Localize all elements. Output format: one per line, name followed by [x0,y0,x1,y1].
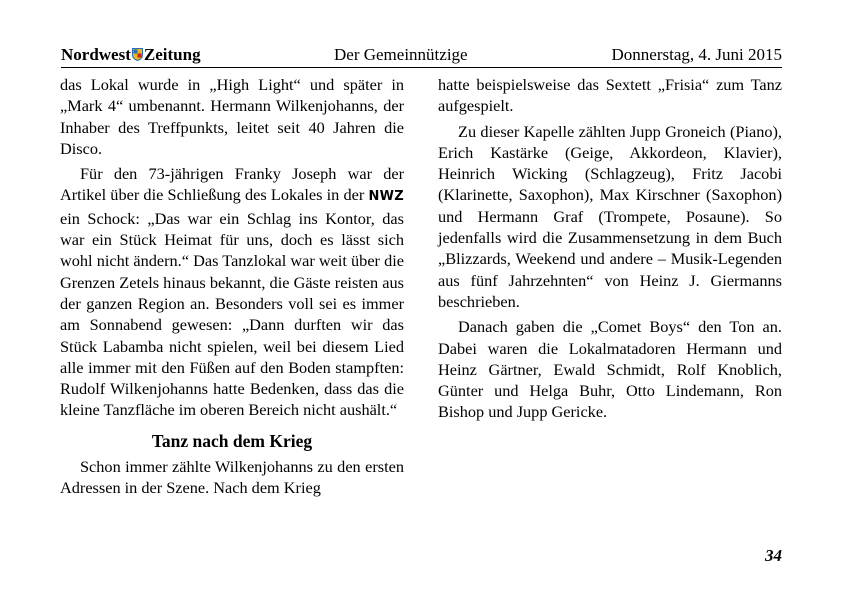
page-number: 34 [765,546,782,565]
right-paragraph-3: Danach gaben die „Comet Boys“ den Ton an. Dabei waren die Lokalmatadoren Hermann und Heinz Gärtner, Ewald Schmidt, Rolf Knoblich, Günter und Helga Buhr, Otto Lindemann, Ron Bishop und Jupp Gericke. [438,317,782,422]
left-paragraph-2-end: ein Schock: „Das war ein Schlag ins Kontor, das war ein Stück Heimat für uns, doch es lässt sich wohl nicht ändern.“ Das Tanzlokal war weit über die Grenzen Zetels hinaus bekannt, die Gäste reisten aus der ganzen Region an. Besonders voll sei es immer am Sonnabend gewesen: „Dann durften wir das Stück Labamba nicht spielen, weil bei diesem Lied alle immer mit den Füßen auf den Boden stampften: Rudolf Wilkenjohanns hatte Bedenken, dass das die kleine Tanzfläche im oberen Bereich nicht aushält.“ [60,208,404,420]
left-paragraph-2 [60,163,404,421]
left-paragraph-1: das Lokal wurde in „High Light“ und später in „Mark 4“ umbenannt. Hermann Wilkenjohanns, der Inhaber des Treffpunkts, leitet seit 40 Jahren die Disco. [60,75,404,158]
left-paragraph-2-start: Für den 73-jährigen Franky Joseph war der Artikel über die Schließung des Lokales in der [60,164,404,205]
crest-icon [132,48,143,61]
header-center-title: Der Gemeinnützige [334,45,468,64]
newspaper-brand [61,44,201,66]
section-subheading: Tanz nach dem Krieg [151,430,313,451]
right-paragraph-2: Zu dieser Kapelle zählten Jupp Groneich (Piano), Erich Kastärke (Geige, Akkordeon, Klavier), Heinrich Wicking (Schlagzeug), Fritz Jacobi (Klarinette, Saxophon), Max Kirschner (Saxophon) und Hermann Graf (Trompete, Posaune). So jedenfalls wird die Zusammensetzung in dem Buch „Blizzards, Weekend und andere – Musik-Legenden aus fünf Jahrzehnten“ von Heinz J. Giermanns beschrieben. [438,121,782,311]
header-rule [61,67,782,68]
brand-right-text: Zeitung [143,45,201,64]
brand-left-text: Nordwest [61,45,131,64]
right-paragraph-1: hatte beispielsweise das Sextett „Frisia“ zum Tanz aufgespielt. [438,75,782,116]
header-date: Donnerstag, 4. Juni 2015 [611,45,782,64]
right-column [438,74,782,423]
nwz-abbreviation: NWZ [368,189,404,205]
left-column [60,74,404,498]
left-paragraph-3: Schon immer zählte Wilkenjohanns zu den ersten Adressen in der Szene. Nach dem Krieg [60,456,404,498]
page-header [61,44,782,66]
